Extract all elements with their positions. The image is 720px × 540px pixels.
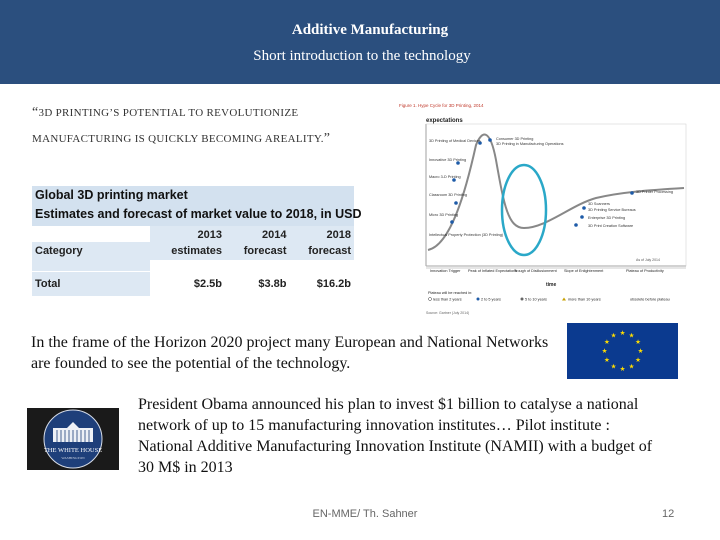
quote-line-1: 3D PRINTING’S POTENTIAL TO REVOLUTIONIZE <box>38 107 299 119</box>
obama-paragraph: President Obama announced his plan to invest $1 billion to catalyse a national network of up to 15 manufacturing innovation institutes… Pilot institute : National Additive Manufacturing Innovation Institute (NAMII) with a budget of 30 M$ in 2013 <box>138 396 653 476</box>
cell-total-2018: $16.2b <box>290 272 355 297</box>
hype-label-left-5: Intellectual Property Protection (3D Printing) <box>429 233 504 237</box>
hype-phase-4: Plateau of Productivity <box>626 269 664 273</box>
col-year-2013: 2013 <box>150 226 225 242</box>
hype-label-right-0: 3D Printer Processing <box>636 190 673 194</box>
eu-flag-logo <box>567 323 678 379</box>
page-number: 12 <box>662 508 675 520</box>
col-kind-2018: forecast <box>290 242 355 260</box>
quote-open-mark: “ <box>32 105 39 120</box>
col-kind-2013: estimates <box>150 242 225 260</box>
quote-line-2: MANUFACTURING IS QUICKLY BECOMING AREALITY. <box>32 133 324 145</box>
market-table-subtitle: Estimates and forecast of market value to 2018, in USD <box>35 207 362 221</box>
hype-axis-x: time <box>546 282 557 288</box>
header-bar <box>0 0 720 84</box>
white-house-logo-text: THE WHITE HOUSE <box>43 447 103 454</box>
cell-total-2014: $3.8b <box>225 272 289 297</box>
svg-text:★: ★ <box>619 329 626 337</box>
hype-legend-item-1: 2 to 5 years <box>481 297 501 302</box>
hype-label-left-4: Micro 3D Printing <box>429 213 459 217</box>
hype-label-right-4: 3D Print Creation Software <box>588 224 634 228</box>
hype-label-consumer: Consumer 3D Printing <box>496 137 534 141</box>
hype-legend-title: Plateau will be reached in: <box>428 291 473 295</box>
hype-label-right-2: 3D Printing Service Bureaus <box>588 208 636 212</box>
col-year-2018: 2018 <box>290 226 355 242</box>
hype-as-of: As of July 2014 <box>636 258 660 262</box>
svg-text:★: ★ <box>628 362 635 371</box>
hype-phase-3: Slope of Enlightenment <box>564 269 604 273</box>
hype-source: Source: Gartner (July 2014) <box>426 311 470 315</box>
hype-title: Figure 1. Hype Cycle for 3D Printing, 2014 <box>399 103 484 108</box>
col-year-2014: 2014 <box>225 226 289 242</box>
svg-text:★: ★ <box>610 362 617 371</box>
svg-text:★: ★ <box>603 338 610 346</box>
slide-title: Additive Manufacturing <box>291 22 449 38</box>
hype-phase-1: Peak of Inflated Expectations <box>468 269 518 273</box>
quote-block <box>32 100 392 152</box>
hype-phase-0: Innovation Trigger <box>430 269 461 273</box>
quote-close-mark: ” <box>323 131 331 146</box>
row-label-total: Total <box>32 272 150 297</box>
market-table-grid <box>32 226 354 296</box>
hype-highlight-ellipse <box>502 165 546 255</box>
hype-label-left-3: Classroom 3D Printing <box>429 193 467 197</box>
svg-text:★: ★ <box>628 331 635 340</box>
svg-text:★: ★ <box>610 331 617 340</box>
table-row <box>32 272 354 297</box>
col-kind-2014: forecast <box>225 242 289 260</box>
slide-subtitle: Short introduction to the technology <box>253 48 471 64</box>
hype-label-manufacturing: 3D Printing in Manufacturing Operations <box>496 142 564 146</box>
svg-text:★: ★ <box>635 356 642 364</box>
hype-label-right-1: 3D Scanners <box>588 202 610 206</box>
svg-text:★: ★ <box>601 347 608 355</box>
market-table-header <box>32 186 362 226</box>
hype-phase-2: Trough of Disillusionment <box>514 269 557 273</box>
hype-legend-item-3: more than 10 years <box>568 297 601 302</box>
hype-legend-item-0: less than 2 years <box>433 297 462 302</box>
hype-label-left-1: Innovative 3D Printing <box>429 158 467 162</box>
white-house-logo <box>27 408 119 470</box>
svg-text:★: ★ <box>635 338 642 346</box>
hype-legend-item-2: 5 to 10 years <box>525 297 547 302</box>
svg-text:★: ★ <box>603 356 610 364</box>
market-table-title: Global 3D printing market <box>35 188 188 202</box>
category-header: Category <box>32 242 150 260</box>
horizon-paragraph: In the frame of the Horizon 2020 project many European and National Networks are founded to see the potential of the technology. <box>31 334 549 372</box>
hype-axis-y: expectations <box>426 118 463 124</box>
svg-text:★: ★ <box>619 365 626 373</box>
hype-label-left-0: 3D Printing of Medical Devices <box>429 139 481 143</box>
cell-total-2013: $2.5b <box>150 272 225 297</box>
hype-label-right-3: Enterprise 3D Printing <box>588 216 626 220</box>
footer-author: EN-MME/ Th. Sahner <box>312 508 418 520</box>
white-house-logo-subtext: WASHINGTON <box>61 456 85 460</box>
hype-label-left-2: Macro 3-D Printing <box>429 175 461 179</box>
market-table <box>32 186 362 293</box>
hype-legend-item-4: obsolete before plateau <box>630 297 670 302</box>
hype-cycle-figure <box>396 100 692 318</box>
svg-text:★: ★ <box>637 347 644 355</box>
